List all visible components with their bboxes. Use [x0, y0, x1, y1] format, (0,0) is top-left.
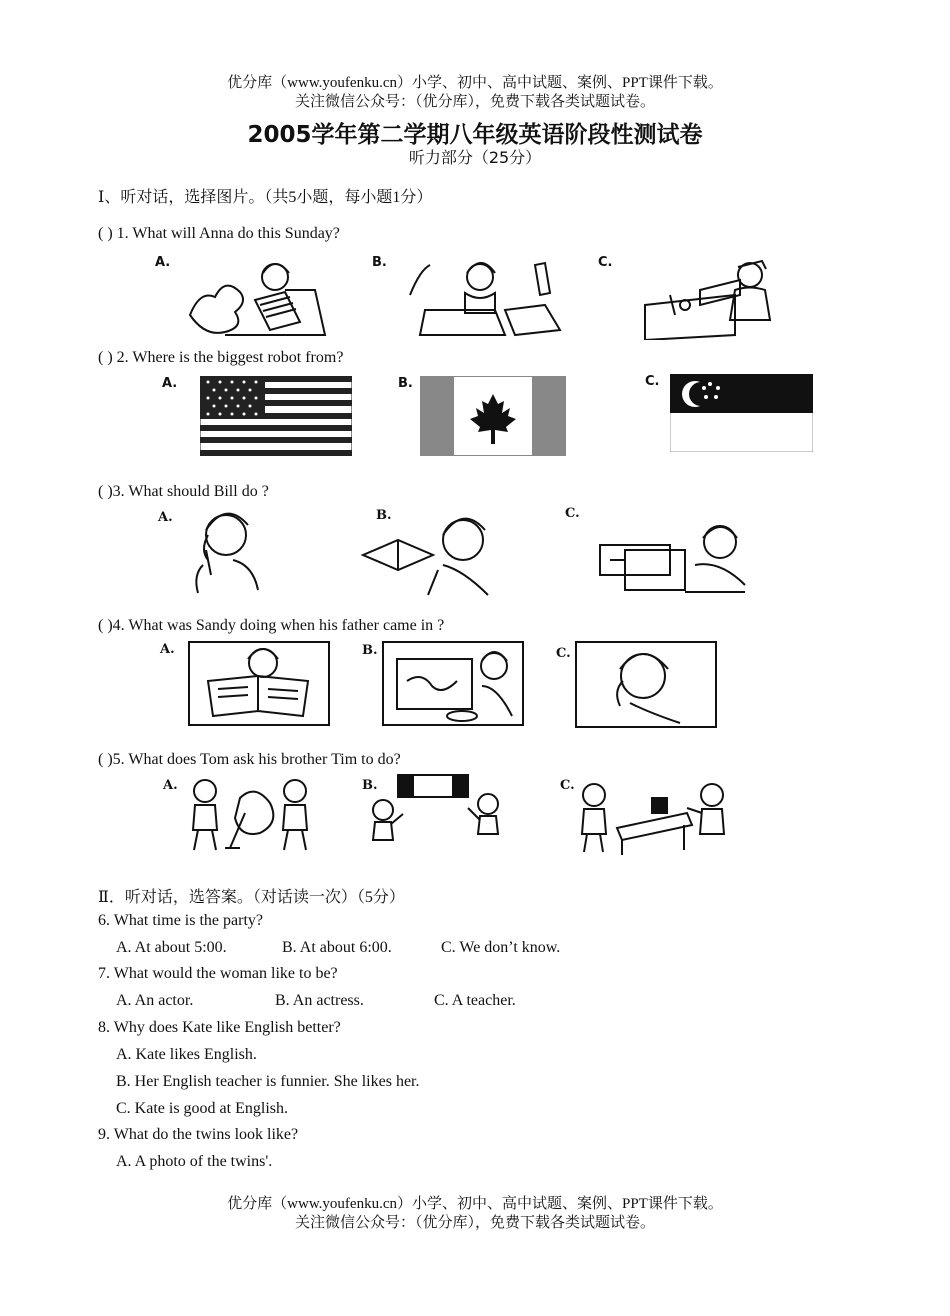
q7-option-b: B. An actress.: [275, 992, 364, 1009]
q3-label-a: A.: [158, 510, 173, 525]
q6-option-a: A. At about 5:00.: [116, 939, 227, 956]
question-7: 7. What would the woman like to be?: [98, 965, 338, 982]
q3-picture-a-boy-on-phone: [178, 505, 268, 597]
question-9: 9. What do the twins look like?: [98, 1126, 299, 1143]
q2-picture-a-usa-flag: [200, 376, 352, 456]
q5-picture-c-boys-with-desk: [572, 773, 732, 858]
q2-picture-c-singapore-flag: [670, 374, 813, 452]
q5-picture-a-boys-sweeping-leaves: [180, 773, 320, 855]
q9-option-a: A. A photo of the twins'.: [116, 1153, 273, 1170]
q8-option-b: B. Her English teacher is funnier. She likes her.: [116, 1073, 420, 1090]
q8-option-c: C. Kate is good at English.: [116, 1100, 288, 1117]
q3-label-b: B.: [376, 508, 392, 523]
section-2-heading: Ⅱ．听对话，选答案。（对话读一次）（5分）: [98, 889, 405, 906]
footer-line-2: 关注微信公众号：（优分库），免费下载各类试题试卷。: [294, 1215, 655, 1231]
q2-label-c: C.: [645, 374, 660, 389]
footer-line-1: 优分库（www.youfenku.cn）小学、初中、高中试题、案例、PPT课件下载。: [227, 1196, 723, 1212]
q8-option-a: A. Kate likes English.: [116, 1046, 257, 1063]
question-8: 8. Why does Kate like English better?: [98, 1019, 341, 1036]
q3-label-c: C.: [565, 506, 580, 521]
q6-option-c: C. We don’t know.: [441, 939, 561, 956]
q4-label-b: B.: [362, 643, 378, 658]
q1-label-a: A.: [155, 255, 171, 270]
question-6: 6. What time is the party?: [98, 912, 263, 929]
q7-option-c: C. A teacher.: [434, 992, 516, 1009]
q4-picture-b-boy-painting: [382, 641, 524, 726]
q6-option-b: B. At about 6:00.: [282, 939, 392, 956]
question-4: ( )4. What was Sandy doing when his father came in ?: [98, 617, 445, 634]
q5-picture-b-boys-with-flag: [368, 772, 516, 854]
question-1: ( ) 1. What will Anna do this Sunday?: [98, 225, 340, 242]
q2-label-a: A.: [162, 376, 178, 391]
q3-picture-b-boy-with-book: [358, 510, 498, 598]
section-1-heading: Ⅰ、听对话，选择图片。（共5小题，每小题1分）: [98, 189, 433, 206]
q1-label-b: B.: [372, 255, 387, 270]
q4-label-a: A.: [160, 642, 175, 657]
q5-label-c: C.: [560, 778, 575, 793]
q1-picture-a-girl-reading-outdoors: [185, 255, 335, 340]
q7-option-a: A. An actor.: [116, 992, 194, 1009]
q4-picture-c-boy-on-phone: [575, 641, 717, 728]
q3-picture-c-boy-with-computer: [595, 520, 750, 598]
page-subtitle: 听力部分（25分）: [408, 148, 542, 167]
question-2: ( ) 2. Where is the biggest robot from?: [98, 349, 344, 366]
page-title: 2005学年第二学期八年级英语阶段性测试卷: [247, 122, 703, 148]
q5-label-b: B.: [362, 778, 378, 793]
q2-label-b: B.: [398, 376, 413, 391]
q2-picture-b-canada-flag: [420, 376, 566, 456]
q5-label-a: A.: [163, 778, 178, 793]
header-line-2: 关注微信公众号：（优分库），免费下载各类试题试卷。: [294, 94, 655, 110]
question-5: ( )5. What does Tom ask his brother Tim to do?: [98, 751, 401, 768]
q4-picture-a-boy-reading-newspaper: [188, 641, 330, 726]
q1-label-c: C.: [598, 255, 613, 270]
q4-label-c: C.: [556, 646, 571, 661]
q1-picture-b-girl-writing: [405, 255, 565, 340]
question-3: ( )3. What should Bill do ?: [98, 483, 269, 500]
q1-picture-c-man-at-desk: [640, 255, 785, 340]
header-line-1: 优分库（www.youfenku.cn）小学、初中、高中试题、案例、PPT课件下载。: [227, 75, 723, 91]
